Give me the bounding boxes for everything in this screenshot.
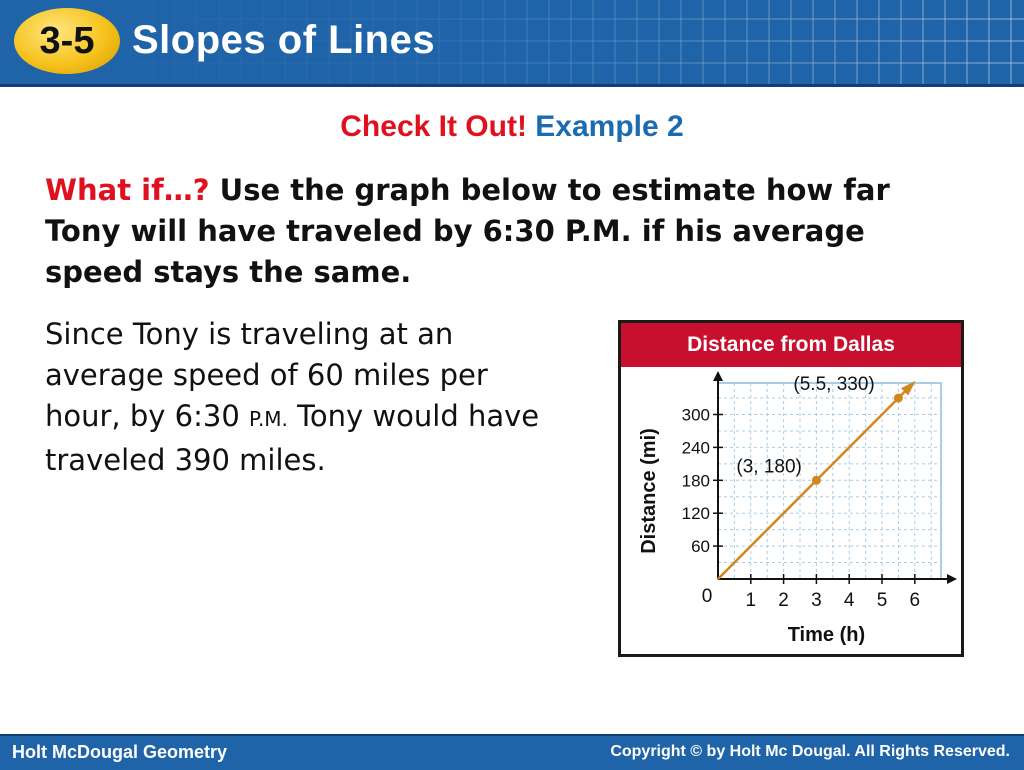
- example-label: Example 2: [535, 110, 684, 143]
- x-tick-label: 4: [843, 590, 855, 611]
- answer-part-1: Since Tony is traveling at an average speed of 60 miles per hour, by 6:30: [45, 317, 488, 433]
- y-tick-label: 240: [681, 438, 710, 458]
- graph-title: Distance from Dallas: [621, 323, 961, 367]
- y-tick-label: 180: [681, 471, 710, 491]
- y-axis-title: Distance (mi): [638, 428, 660, 554]
- data-point: [812, 476, 821, 485]
- problem-text: Use the graph below to estimate how far Tony will have traveled by 6:30 P.M. if his average speed stays the same.: [45, 173, 890, 289]
- answer-text: [45, 314, 565, 481]
- lesson-badge: [14, 8, 120, 74]
- data-point-label: (3, 180): [736, 456, 802, 478]
- what-if-label: What if…?: [45, 173, 210, 207]
- data-point: [894, 394, 903, 403]
- data-point-label: (5.5, 330): [793, 374, 875, 396]
- y-tick-label: 120: [681, 504, 710, 524]
- page-title: Slopes of Lines: [132, 18, 436, 62]
- x-axis-arrow: [947, 574, 957, 584]
- plot-frame: [718, 383, 941, 579]
- footer-copyright: Copyright © by Holt Mc Dougal. All Rights Reserved.: [610, 743, 1010, 760]
- y-axis-arrow: [713, 371, 723, 381]
- x-tick-label: 1: [745, 590, 757, 611]
- origin-label: 0: [701, 586, 713, 607]
- check-it-out-label: Check It Out!: [340, 110, 527, 143]
- y-tick-label: 60: [691, 537, 710, 557]
- answer-pm: P.M.: [249, 407, 288, 431]
- x-tick-label: 2: [778, 590, 789, 611]
- footer-publisher: Holt McDougal Geometry: [12, 742, 228, 762]
- answer-part-2: Tony would have traveled 390 miles.: [45, 399, 540, 477]
- lesson-number: 3-5: [39, 19, 95, 62]
- x-tick-label: 6: [909, 590, 921, 611]
- example-heading: [0, 110, 1024, 144]
- footer-bar: [0, 734, 1024, 770]
- problem-statement: [45, 170, 945, 293]
- x-tick-label: 3: [811, 590, 822, 611]
- x-tick-label: 5: [876, 590, 888, 611]
- x-axis-title: Time (h): [787, 624, 866, 646]
- distance-graph: [618, 320, 964, 657]
- header-banner: [0, 0, 1024, 87]
- y-tick-label: 300: [681, 405, 710, 425]
- chart-svg: [621, 367, 961, 654]
